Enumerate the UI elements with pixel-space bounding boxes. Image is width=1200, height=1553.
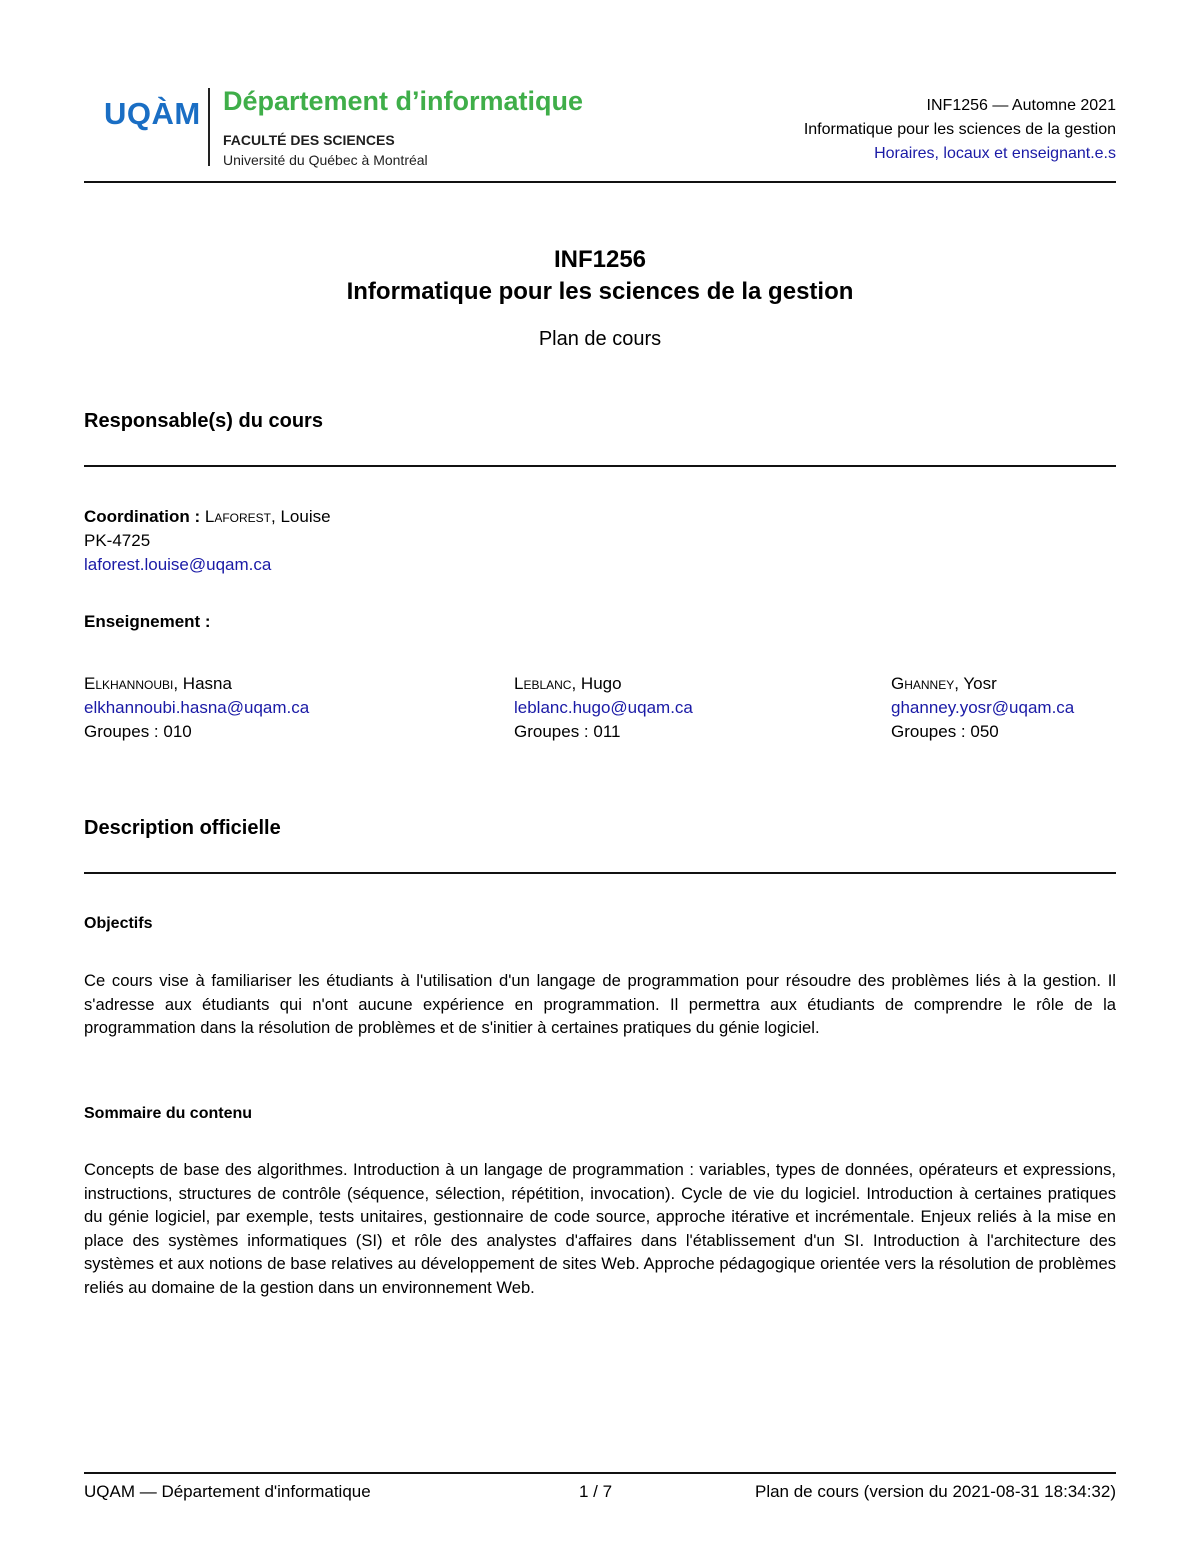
- coordinator-last-name: Laforest: [204, 507, 272, 526]
- faculty-name: FACULTÉ DES SCIENCES: [223, 132, 395, 148]
- teacher-card: [891, 672, 1074, 744]
- page-header: [84, 84, 1116, 184]
- teacher-last-name: Ghanney: [891, 674, 955, 693]
- summary-heading: Sommaire du contenu: [84, 1105, 253, 1122]
- teacher-last-name: Elkhannoubi: [84, 674, 174, 693]
- teacher-first-name: , Hasna: [173, 674, 232, 693]
- section-rule: [84, 465, 1116, 467]
- footer-version: Plan de cours (version du 2021-08-31 18:34:32): [754, 1482, 1116, 1501]
- teacher-first-name: , Hugo: [571, 674, 622, 693]
- objectives-text: Ce cours vise à familiariser les étudiants à l'utilisation d'un langage de programmation pour résoudre des problèmes liés à la gestion. Il s'adresse aux étudiants qui n'ont aucune expérience en programmation. Il permettra aux étudiants de comprendre le rôle de la programmation dans la résolution de problèmes et de s'initier à certaines pratiques du génie logiciel.: [84, 971, 1116, 1037]
- footer-left: UQAM — Département d'informatique: [84, 1482, 371, 1501]
- title-block: [84, 244, 1116, 351]
- responsables-heading: Responsable(s) du cours: [84, 410, 323, 432]
- teacher-card: [514, 672, 693, 744]
- page-footer: [84, 1482, 1116, 1508]
- teacher-groups: Groupes : 011: [514, 722, 621, 741]
- teacher-groups: Groupes : 050: [891, 722, 999, 741]
- page-number: 1 / 7: [579, 1482, 613, 1501]
- objectives-heading: Objectifs: [84, 915, 153, 932]
- uqam-logo-text: UQÀM: [104, 96, 201, 131]
- coordination-label: Coordination :: [84, 507, 201, 526]
- summary-text: Concepts de base des algorithmes. Introduction à un langage de programmation : variables, types de données, opérateurs et expressions, instructions, structures de contrôle (séquence, sélection, répétition, invocation). Cycle de vie du logiciel. Introduction à certaines pratiques du génie logiciel, par exemple, tests unitaires, gestionnaire de code source, approche itérative et incrémentale. Enjeux reliés à la mise en place des systèmes informatiques (SI) et rôle des analystes d'affaires dans l'établissement d'un SI. Introduction à l'architecture des systèmes et aux notions de base relatives au développement de sites Web. Approche pédagogique orientée vers la résolution de problèmes reliés au domaine de la gestion dans un environnement Web.: [84, 1160, 1116, 1297]
- coordinator-office: PK-4725: [84, 531, 151, 550]
- course-name: Informatique pour les sciences de la gestion: [346, 278, 854, 305]
- coordinator-email[interactable]: laforest.louise@uqam.ca: [84, 555, 272, 574]
- header-divider: [208, 88, 210, 166]
- teacher-email[interactable]: leblanc.hugo@uqam.ca: [514, 698, 693, 717]
- teaching-label: Enseignement :: [84, 612, 211, 631]
- course-code: INF1256: [553, 246, 647, 273]
- teacher-card: [84, 672, 309, 744]
- teacher-email[interactable]: ghanney.yosr@uqam.ca: [891, 698, 1075, 717]
- teacher-email[interactable]: elkhannoubi.hasna@uqam.ca: [84, 698, 310, 717]
- course-subtitle: Informatique pour les sciences de la gestion: [803, 121, 1116, 138]
- coordination-block: [84, 505, 331, 577]
- section-rule: [84, 872, 1116, 874]
- department-title: Département d’informatique: [223, 86, 584, 116]
- teacher-first-name: , Yosr: [954, 674, 997, 693]
- schedule-link[interactable]: Horaires, locaux et enseignant.e.s: [874, 145, 1116, 162]
- teacher-groups: Groupes : 010: [84, 722, 192, 741]
- teacher-last-name: Leblanc: [514, 674, 572, 693]
- footer-rule: [84, 1472, 1116, 1474]
- course-term: INF1256 — Automne 2021: [926, 97, 1116, 114]
- header-course-info: [804, 94, 1116, 166]
- uqam-logo: [104, 90, 201, 130]
- university-name: Université du Québec à Montréal: [223, 152, 428, 168]
- header-rule: [84, 181, 1116, 183]
- description-heading: Description officielle: [84, 817, 281, 839]
- coordinator-first-name: , Louise: [271, 507, 331, 526]
- document-type: Plan de cours: [538, 328, 662, 350]
